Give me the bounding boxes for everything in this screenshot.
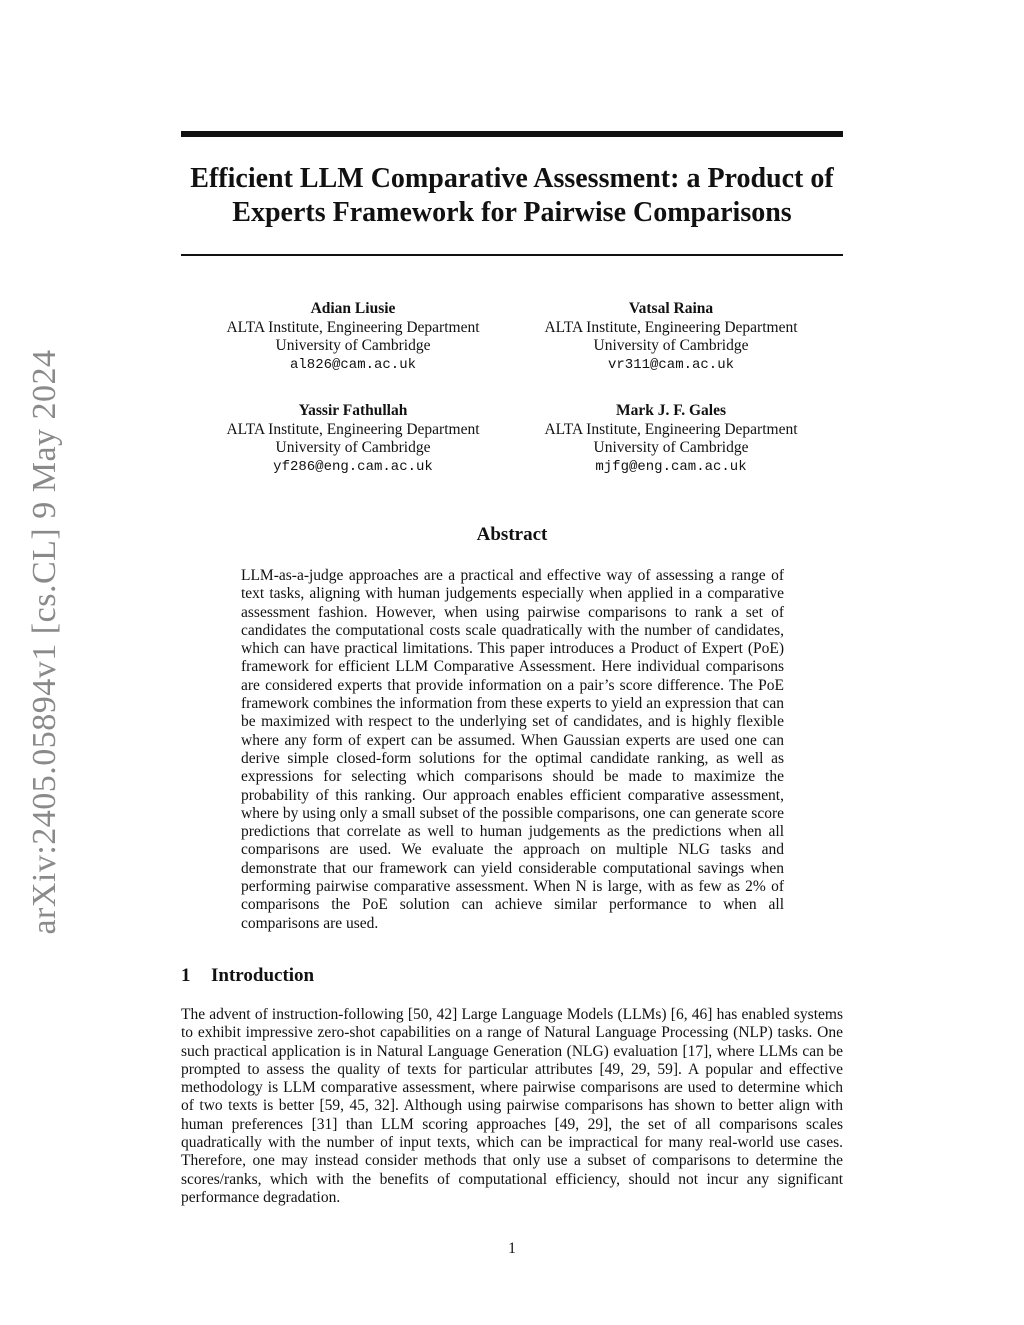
author-affiliation: ALTA Institute, Engineering Department	[544, 318, 798, 336]
author-email: vr311@cam.ac.uk	[607, 356, 735, 373]
author-institution: University of Cambridge	[593, 439, 749, 456]
page-number: 1	[508, 1240, 516, 1257]
abstract-text: LLM-as-a-judge approaches are a practical and effective way of assessing a range of text tasks, aligning with human judgements especially when applied in a comparative assessment fashion. However, when using pairwise comparisons to rank a set of candidates the computational costs scale quadratically with the number of candidates, which can have practical limitations. This paper introduces a Product of Expert (PoE) framework for efficient LLM Comparative Assessment. Here individual comparisons are considered experts that provide information on a pair’s score difference. The PoE framework combines the information from these experts to yield an expression that can be maximized with respect to the underlying set of candidates, and is highly flexible where any form of expert can be assumed. When Gaussian experts are used one can derive simple closed-form solutions for the optimal candidate ranking, as well as expressions for selecting which comparisons should be made to maximize the probability of this ranking. Our approach enables efficient comparative assessment, where by using only a small subset of the possible comparisons, one can generate score predictions that correlate as well to human judgements as the predictions when all comparisons are used. We evaluate the approach on multiple NLG tasks and demonstrate that our framework can yield considerable computational savings when performing pairwise comparative assessment. When N is large, with as few as 2% of comparisons the PoE solution can achieve similar performance to when all comparisons are used.	[241, 567, 784, 932]
author-block	[521, 300, 821, 374]
author-name: Adian Liusie	[310, 300, 396, 317]
author-block	[521, 402, 821, 476]
author-institution: University of Cambridge	[275, 337, 431, 354]
paper-title: Efficient LLM Comparative Assessment: a Product of Experts Framework for Pairwise Comparisons	[190, 163, 834, 228]
author-institution: University of Cambridge	[593, 337, 749, 354]
author-email: mjfg@eng.cam.ac.uk	[595, 458, 747, 475]
author-block	[203, 300, 503, 374]
author-affiliation: ALTA Institute, Engineering Department	[226, 420, 480, 438]
section-title: Introduction	[211, 965, 315, 986]
author-name: Yassir Fathullah	[298, 402, 408, 419]
abstract-heading: Abstract	[476, 524, 548, 545]
section-number: 1	[181, 965, 191, 986]
author-email: al826@cam.ac.uk	[289, 356, 417, 373]
arxiv-identifier-stamp: arXiv:2405.05894v1 [cs.CL] 9 May 2024	[26, 349, 63, 935]
author-email: yf286@eng.cam.ac.uk	[273, 458, 433, 475]
title-bottom-rule	[181, 254, 843, 256]
author-block	[203, 402, 503, 476]
introduction-paragraph: The advent of instruction-following [50, 42] Large Language Models (LLMs) [6, 46] has enabled systems to exhibit impressive zero-shot capabilities on a range of Natural Language Processing (NLP) tasks. One such practical application is in Natural Language Generation (NLG) evaluation [17], where LLMs can be prompted to assess the quality of texts for particular attributes [49, 29, 59]. A popular and effective methodology is LLM comparative assessment, where pairwise comparisons are used to determine which of two texts is better [59, 45, 32]. Although using pairwise comparisons has shown to better align with human preferences [31] than LLM scoring approaches [49, 29], the set of all comparisons scales quadratically with the number of input texts, which can be impractical for many real-world use cases. Therefore, one may instead consider methods that only use a subset of comparisons to determine the scores/ranks, which with the benefits of computational efficiency, should not incur any significant performance degradation.	[181, 1006, 843, 1206]
author-name: Mark J. F. Gales	[615, 402, 727, 419]
author-name: Vatsal Raina	[628, 300, 714, 317]
title-top-rule	[181, 131, 843, 137]
author-institution: University of Cambridge	[275, 439, 431, 456]
section-heading	[181, 965, 314, 987]
author-affiliation: ALTA Institute, Engineering Department	[544, 420, 798, 438]
author-affiliation: ALTA Institute, Engineering Department	[226, 318, 480, 336]
